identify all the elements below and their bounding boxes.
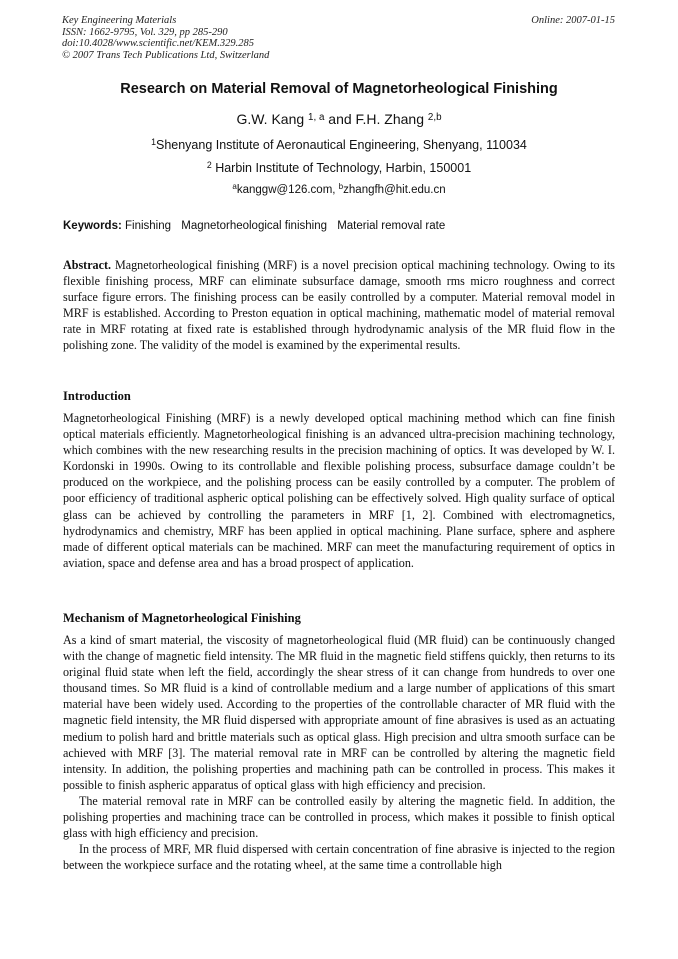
keyword-item: Finishing bbox=[125, 220, 172, 232]
introduction-paragraph: Magnetorheological Finishing (MRF) is a newly developed optical machining method which can fine finish optical materials efficiently. Magnetorheological finishing is an advanced ultra-precision machining technology, which combines with the new researching results in the precision machining of optics. It was developed by W. I. Kordonski in 1990s. Owing to its controllable and flexible polishing process, subsurface damage couldn’t be produced on the workpiece, and the polishing process can be easily controlled by a computer. The problem of poor efficiency of traditional aspheric optical polishing can be effectively solved. High quality surface of optical glass can be achieved by controlling the parameters in MRF [1, 2]. Combined with electromagnetics, hydrodynamics and chemistry, MRF has been applied in optical machining. Plane surface, sphere and asphere made of different optical materials can be machined. MRF can meet the manufacturing requirement of optics in aviation, space and defense area and has a broad prospect of application. bbox=[63, 411, 615, 570]
keyword-item: Magnetorheological finishing bbox=[181, 220, 327, 232]
affiliation-1: $^1$Shenyang Institute of Aeronautical Engineering, Shenyang, 110034 bbox=[151, 137, 527, 152]
author-line bbox=[0, 111, 678, 127]
mechanism-heading: Mechanism of Magnetorheological Finishing bbox=[63, 611, 301, 625]
introduction-body bbox=[63, 410, 615, 571]
issn-line: ISSN: 1662-9795, Vol. 329, pp 285-290 bbox=[62, 26, 228, 38]
mechanism-paragraph-2: The material removal rate in MRF can be controlled easily by altering the magnetic field. In addition, the polishing properties and machining trace can be controlled in process, which makes it possible to finish optical glass with high efficiency and precision. bbox=[63, 793, 615, 841]
abstract-label: Abstract. bbox=[63, 258, 112, 272]
author-emails: $^a$kanggw@126.com, $^b$zhangfh@hit.edu.cn bbox=[232, 182, 446, 196]
doi-line: doi:10.4028/www.scientific.net/KEM.329.285 bbox=[62, 38, 254, 49]
online-date: Online: 2007-01-15 bbox=[531, 15, 615, 26]
journal-header bbox=[62, 15, 269, 61]
author-1-sup: 1, a bbox=[308, 111, 325, 123]
keywords bbox=[63, 220, 452, 232]
author-2-sup: 2,b bbox=[427, 111, 442, 123]
abstract bbox=[63, 257, 615, 354]
journal-name: Key Engineering Materials bbox=[62, 15, 177, 26]
author-2: and F.H. Zhang bbox=[328, 111, 425, 127]
mechanism-body bbox=[63, 632, 615, 873]
affiliation-2: $^2$ Harbin Institute of Technology, Harbin, 150001 bbox=[206, 160, 472, 175]
copyright-line: © 2007 Trans Tech Publications Ltd, Switzerland bbox=[62, 49, 270, 61]
author-1: G.W. Kang bbox=[236, 111, 305, 127]
introduction-heading: Introduction bbox=[63, 389, 131, 403]
paper-title: Research on Material Removal of Magnetorheological Finishing bbox=[120, 81, 558, 97]
mechanism-paragraph-1: As a kind of smart material, the viscosity of magnetorheological fluid (MR fluid) can be continuously changed with the change of magnetic field intensity. The MR fluid in the magnetic field stiffens quickly, then returns to its original fluid state when left the field, accordingly the shear stress of it can change from hundreds to over one thousand times. So MR fluid is a kind of controllable medium and a large number of applications of this smart material have been widely used. According to the properties of the controllable character of MR fluid with the magnetic field intensity, the MR fluid dispersed with appropriate amount of fine abrasives is used as an actuating medium to polish hard and brittle materials such as optical glass. High precision and ultra smooth surface can be achieved with MRF [3]. The material removal rate in MRF can be controlled by altering the magnetic field intensity. In addition, the polishing properties and machining path can be controlled in process. This makes it possible to finish aspheric apparatus of optical glass with high efficiency and precision. bbox=[63, 633, 615, 792]
keywords-label: Keywords: bbox=[63, 220, 122, 232]
mechanism-paragraph-3: In the process of MRF, MR fluid dispersed with certain concentration of fine abrasive is injected to the region between the workpiece surface and the rotating wheel, at the same time a controllable high bbox=[63, 842, 615, 873]
keyword-item: Material removal rate bbox=[337, 220, 446, 232]
abstract-text: Magnetorheological finishing (MRF) is a novel precision optical machining technology. Owing to its flexible finishing process, MRF can eliminate subsurface damage, smooth rms micro roughness and correct surface figure errors. The finishing process can be easily controlled by a computer. Material removal model in MRF is established. According to Preston equation in optical machining, mathematic model of material removal rate in MRF rotating at fixed rate is established through hydrodynamic analysis of the MR fluid flow in the polishing zone. The validity of the model is examined by the experimental results. bbox=[63, 258, 615, 353]
